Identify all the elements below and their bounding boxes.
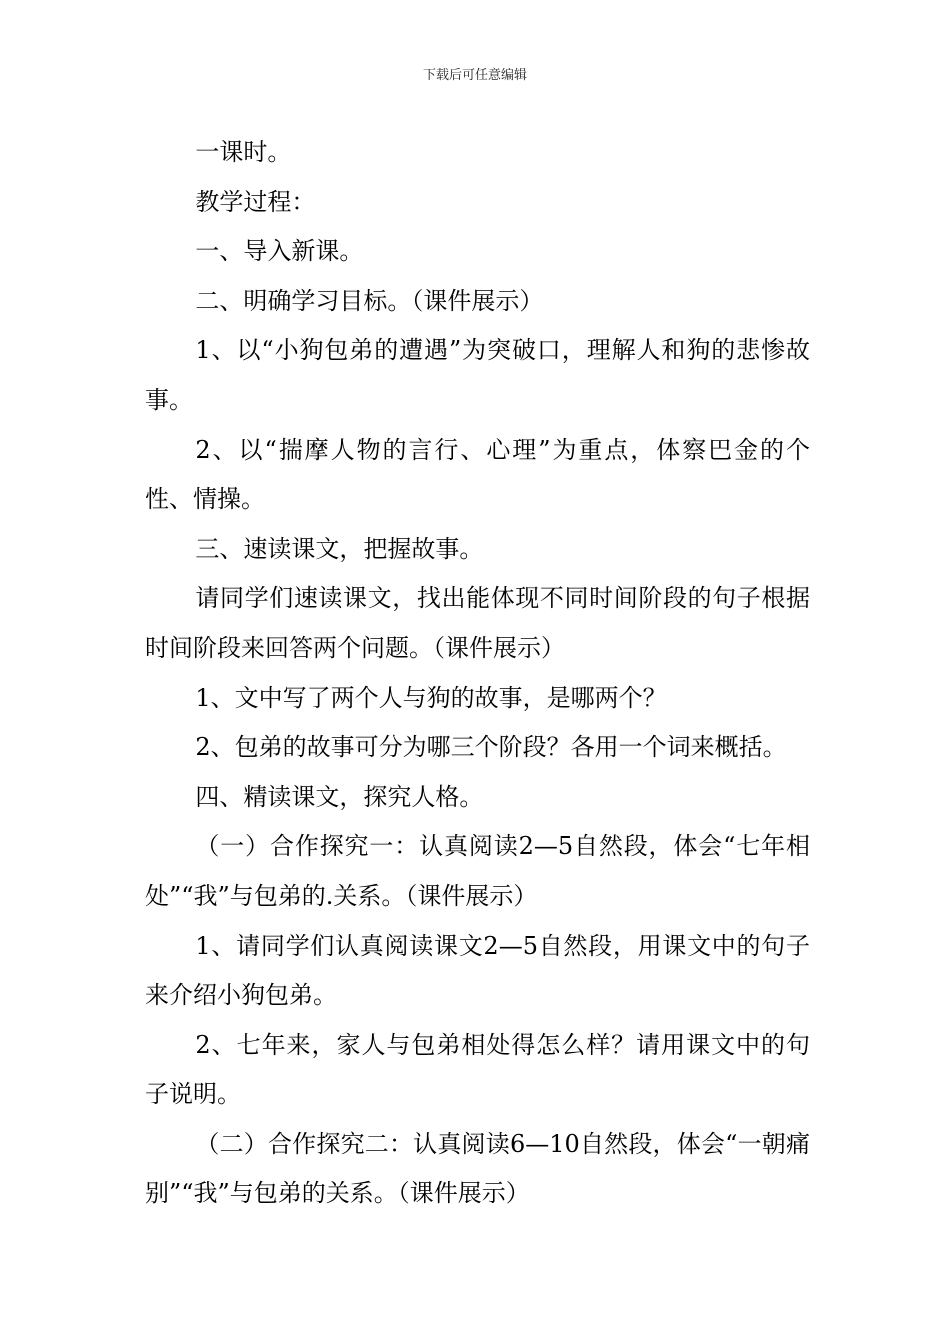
paragraph-section-4: 四、精读课文，探究人格。 — [195, 782, 484, 811]
paragraph-inquiry-1-task-1: 1、请同学们认真阅读课文2—5自然段，用课文中的句子来介绍小狗包弟。 — [145, 931, 810, 1010]
paragraph-inquiry-2: （二）合作探究二：认真阅读6—10自然段，体会“一朝痛别”“我”与包弟的关系。（课件展示） — [145, 1129, 810, 1208]
paragraph-speed-read-task: 请同学们速读课文，找出能体现不同时间阶段的句子根据时间阶段来回答两个问题。（课件展示） — [145, 584, 810, 662]
paragraph-lesson-count: 一课时。 — [195, 138, 292, 166]
paragraph-question-1: 1、文中写了两个人与狗的故事，是哪两个？ — [195, 683, 667, 712]
paragraph-inquiry-1-task-2: 2、七年来，家人与包弟相处得怎么样？请用课文中的句子说明。 — [145, 1030, 810, 1109]
paragraph-goal-1: 1、以“小狗包弟的遭遇”为突破口，理解人和狗的悲惨故事。 — [145, 336, 810, 414]
paragraph-section-1: 一、导入新课。 — [195, 237, 364, 266]
paragraph-question-2: 2、包弟的故事可分为哪三个阶段？各用一个词来概括。 — [195, 733, 787, 762]
page-header-note: 下载后可任意编辑 — [422, 68, 527, 83]
paragraph-teaching-process: 教学过程： — [195, 187, 316, 216]
paragraph-section-3: 三、速读课文，把握故事。 — [195, 534, 484, 563]
document-body — [145, 128, 810, 1219]
paragraph-goal-2: 2、以“揣摩人物的言行、心理”为重点，体察巴金的个性、情操。 — [145, 435, 810, 514]
paragraph-inquiry-1: （一）合作探究一：认真阅读2—5自然段，体会“七年相处”“我”与包弟的.关系。（课件展示） — [145, 832, 810, 910]
paragraph-section-2: 二、明确学习目标。（课件展示） — [195, 286, 544, 315]
